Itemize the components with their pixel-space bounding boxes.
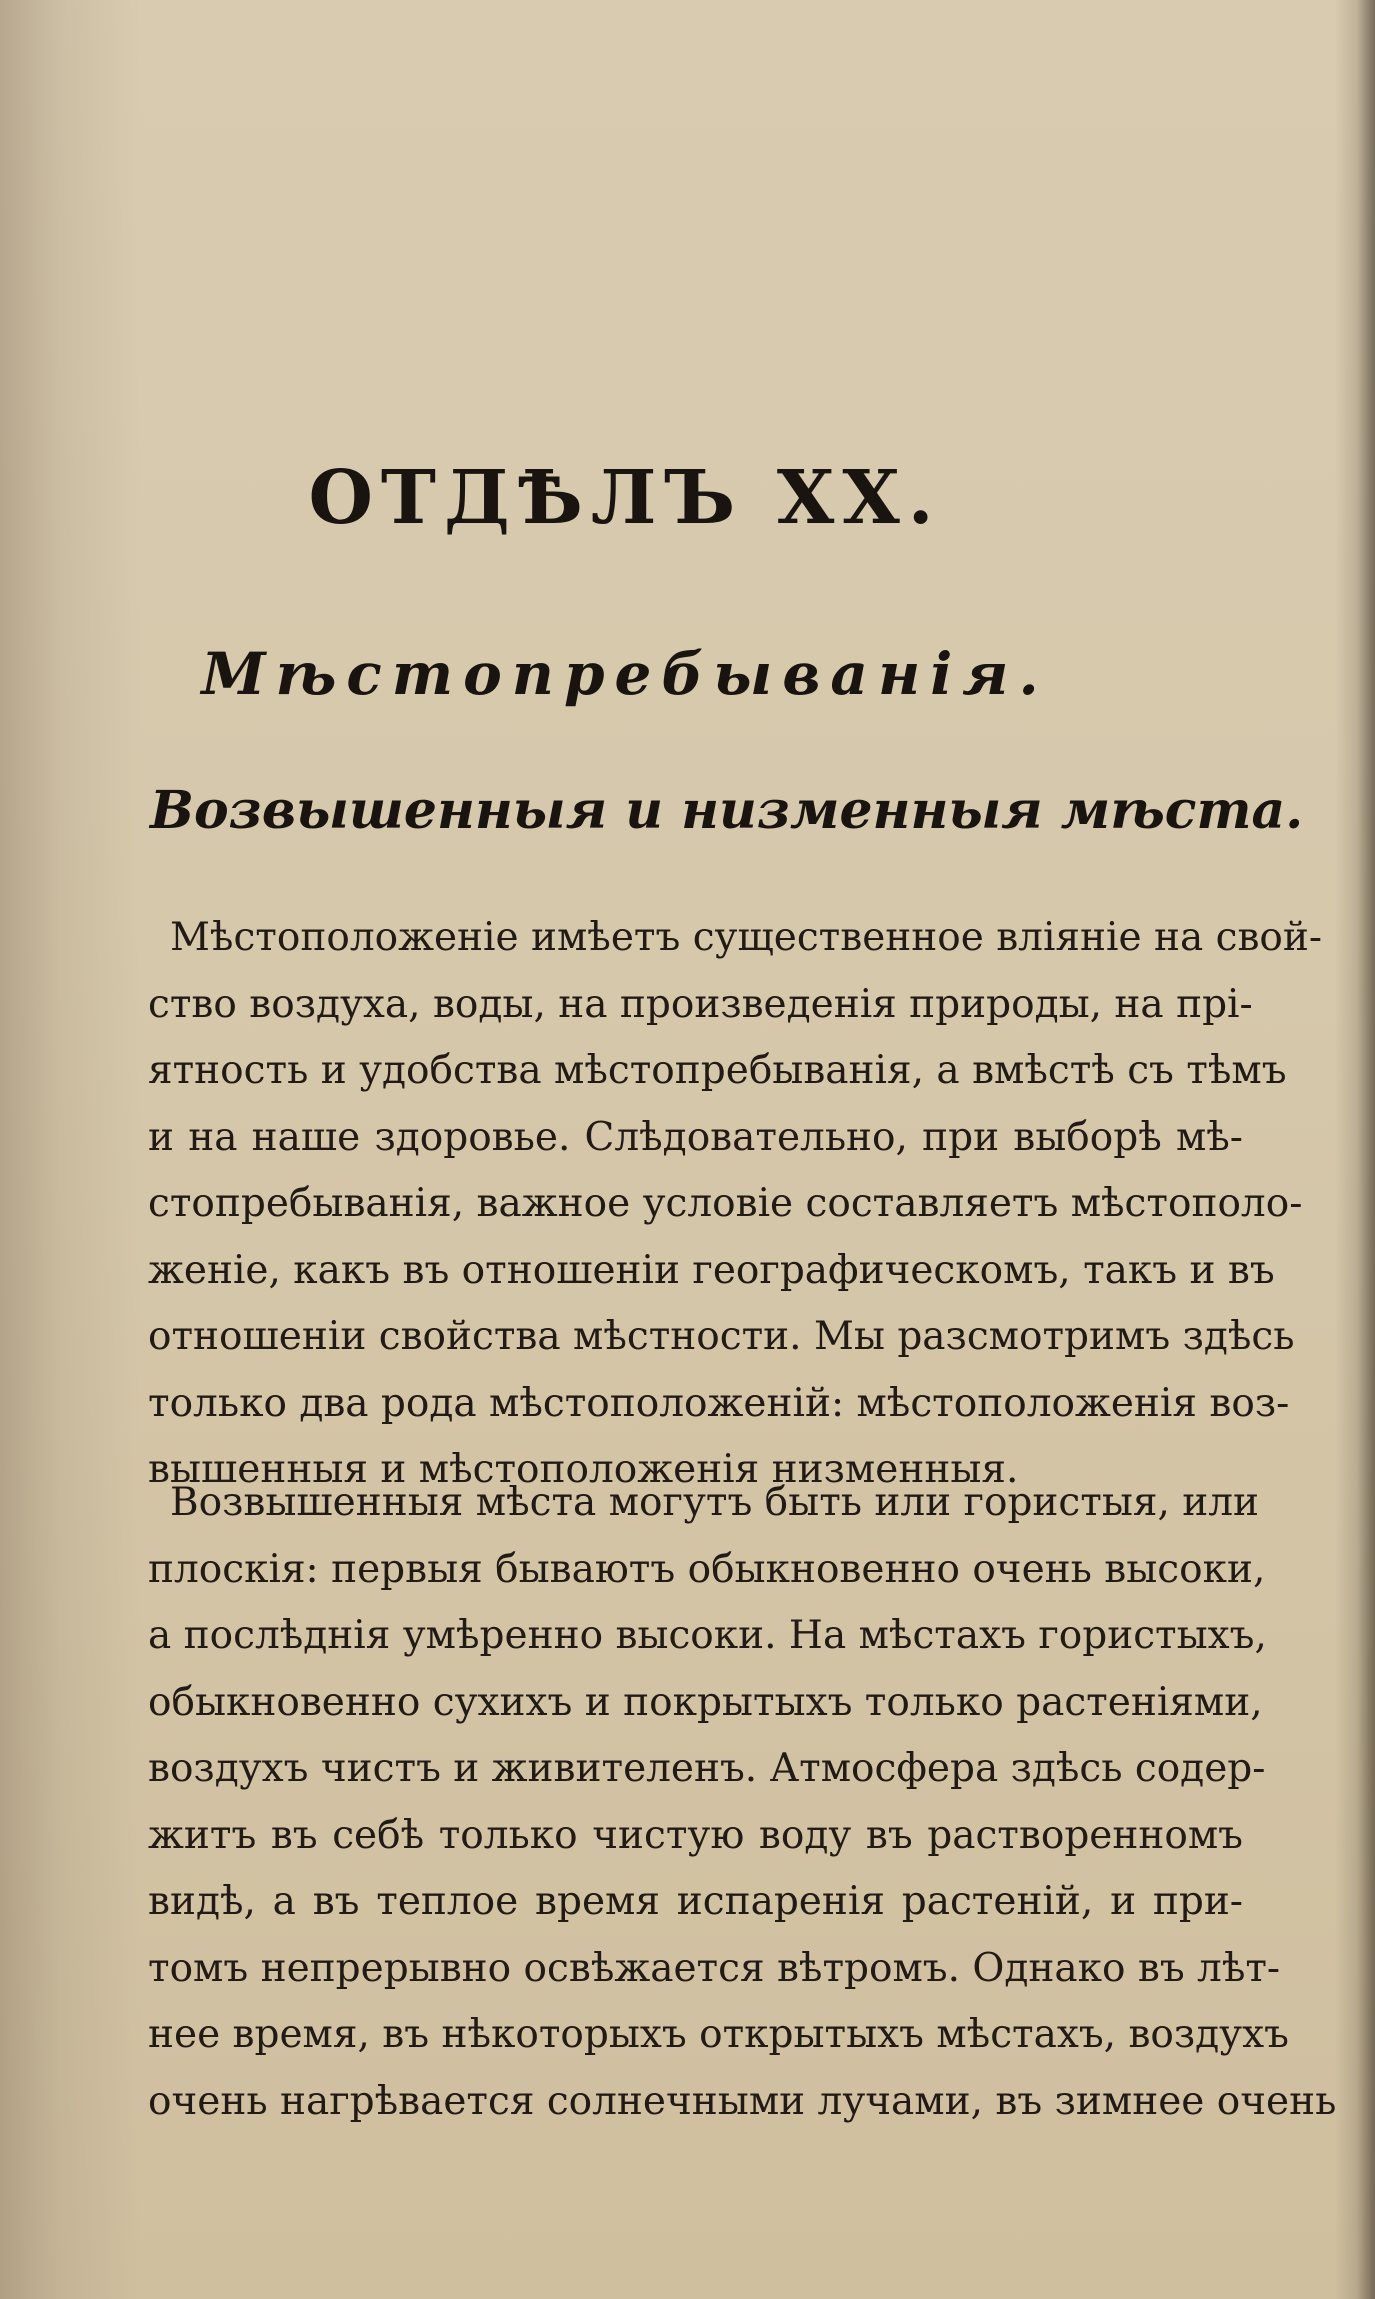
paragraph-2	[148, 1470, 1337, 2135]
text-line: ятность и удобства мѣстопребыванія, а вмѣстѣ съ тѣмъ	[148, 1048, 1287, 1093]
chapter-subtitle: Мѣстопребыванія.	[201, 640, 1049, 708]
text-line: и на наше здоровье. Слѣдовательно, при выборѣ мѣ-	[148, 1114, 1243, 1160]
text-line: женіе, какъ въ отношеніи географическомъ, такъ и въ	[148, 1247, 1275, 1293]
section-heading: Возвышенныя и низменныя мѣста.	[150, 780, 1304, 841]
text-line: отношеніи свойства мѣстности. Мы разсмотримъ здѣсь	[148, 1314, 1295, 1359]
text-line: а послѣднія умѣренно высоки. На мѣстахъ гористыхъ,	[148, 1613, 1267, 1658]
text-line: плоскія: первыя бываютъ обыкновенно очень высоки,	[148, 1546, 1266, 1592]
text-line: стопребыванія, важное условіе составляетъ мѣстополо-	[148, 1181, 1303, 1226]
text-line: томъ непрерывно освѣжается вѣтромъ. Однако въ лѣт-	[148, 1945, 1281, 1991]
chapter-title: ОТДѢЛЪ XX.	[308, 455, 942, 541]
text-line: видѣ, а въ теплое время испаренія растеній, и при-	[148, 1879, 1243, 1924]
paragraph-1	[148, 905, 1323, 1504]
text-line: нее время, въ нѣкоторыхъ открытыхъ мѣстахъ, воздухъ	[148, 2012, 1289, 2057]
text-line: только два рода мѣстоположеній: мѣстоположенія воз-	[148, 1380, 1290, 1426]
text-line: вышенныя и мѣстоположенія низменныя.	[148, 1447, 1019, 1492]
text-line: Возвышенныя мѣста могутъ быть или гористыя, или	[170, 1480, 1260, 1525]
text-line: очень нагрѣвается солнечными лучами, въ зимнее очень	[148, 2078, 1337, 2124]
text-line: Мѣстоположеніе имѣетъ существенное вліяніе на свой-	[170, 915, 1323, 960]
text-line: ство воздуха, воды, на произведенія природы, на прі-	[148, 981, 1253, 1027]
text-line: воздухъ чистъ и живителенъ. Атмосфера здѣсь содер-	[148, 1746, 1266, 1791]
text-line: обыкновенно сухихъ и покрытыхъ только растеніями,	[148, 1679, 1263, 1725]
text-line: житъ въ себѣ только чистую воду въ растворенномъ	[148, 1812, 1243, 1858]
